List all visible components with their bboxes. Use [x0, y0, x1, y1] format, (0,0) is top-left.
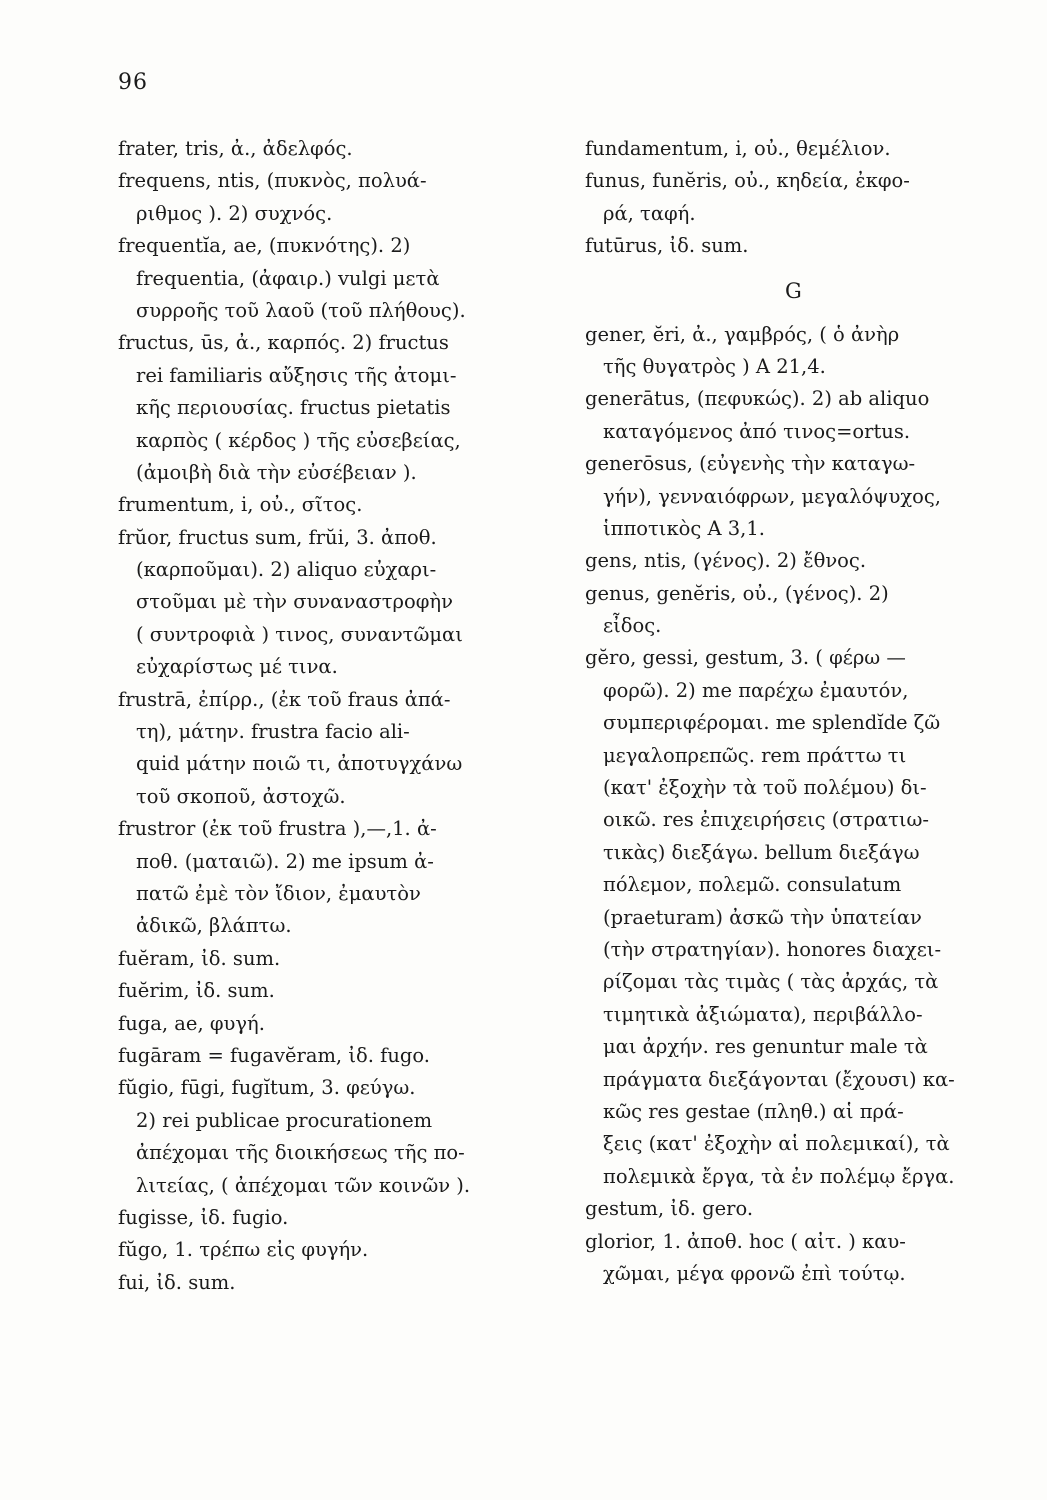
dictionary-line: πολεμικὰ ἔργα, τὰ ἐν πολέμῳ ἔργα.	[603, 1164, 955, 1188]
dictionary-line: frustror (ἐκ τοῦ frustra ),—,1. ἀ-	[118, 817, 437, 841]
dictionary-line: frequentĭa, ae, (πυκνότης). 2)	[118, 234, 411, 258]
left-column	[118, 133, 558, 1299]
dictionary-line: fugisse, ἰδ. fugio.	[118, 1205, 289, 1229]
dictionary-line: στοῦμαι μὲ τὴν συναναστροφὴν	[136, 590, 453, 614]
dictionary-line: fŭgio, fūgi, fugĭtum, 3. φεύγω.	[118, 1076, 416, 1100]
dictionary-line: χῶμαι, μέγα φρονῶ ἐπὶ τούτῳ.	[603, 1261, 906, 1285]
dictionary-line: μεγαλοπρεπῶς. rem πράττω τι	[603, 743, 907, 767]
dictionary-line: quid μάτην ποιῶ τι, ἀποτυγχάνω	[136, 752, 463, 776]
dictionary-line: λιτείας, ( ἀπέχομαι τῶν κοινῶν ).	[136, 1173, 471, 1197]
dictionary-line: τοῦ σκοποῦ, ἀστοχῶ.	[136, 784, 346, 808]
right-column	[585, 133, 1025, 1290]
dictionary-line: fui, ἰδ. sum.	[118, 1270, 236, 1294]
dictionary-line: (τὴν στρατηγίαν). honores διαχει-	[603, 937, 942, 961]
dictionary-line: fŭgo, 1. τρέπω εἰς φυγήν.	[118, 1238, 369, 1262]
dictionary-line: τικὰς) διεξάγω. bellum διεξάγω	[603, 840, 920, 864]
dictionary-line: fuĕram, ἰδ. sum.	[118, 946, 281, 970]
dictionary-line: (praeturam) ἀσκῶ τὴν ὑπατείαν	[603, 905, 922, 929]
dictionary-line: (κατ' ἐξοχὴν τὰ τοῦ πολέμου) δι-	[603, 776, 927, 800]
page-number: 96	[118, 70, 148, 95]
dictionary-line: gens, ntis, (γένος). 2) ἔθνος.	[585, 549, 867, 573]
dictionary-line: generātus, (πεφυκώς). 2) ab aliquo	[585, 387, 930, 411]
dictionary-line: frumentum, i, οὐ., σῖτος.	[118, 493, 363, 517]
dictionary-line: rei familiaris αὔξησις τῆς ἀτομι-	[136, 363, 457, 387]
section-letter-heading: G	[785, 278, 802, 303]
dictionary-line: fructus, ūs, ἀ., καρπός. 2) fructus	[118, 331, 449, 355]
dictionary-line: γήν), γενναιόφρων, μεγαλόψυχος,	[603, 484, 942, 508]
dictionary-line: ριθμος ). 2) συχνός.	[136, 201, 333, 225]
dictionary-line: (ἀμοιβὴ διὰ τὴν εὐσέβειαν ).	[136, 460, 417, 484]
dictionary-line: gĕro, gessi, gestum, 3. ( φέρω —	[585, 646, 906, 670]
dictionary-line: μαι ἀρχήν. res genuntur male τὰ	[603, 1035, 928, 1059]
dictionary-line: ἱπποτικὸς A 3,1.	[603, 516, 765, 540]
dictionary-line: ξεις (κατ' ἐξοχὴν αἱ πολεμικαί), τὰ	[603, 1132, 950, 1156]
dictionary-line: ( συντροφιὰ ) τινος, συναντῶμαι	[136, 622, 463, 646]
dictionary-line: τιμητικὰ ἀξιώματα), περιβάλλο-	[603, 1002, 923, 1026]
dictionary-line: futūrus, ἰδ. sum.	[585, 234, 749, 258]
dictionary-line: fuga, ae, φυγή.	[118, 1011, 265, 1035]
dictionary-line: κῶς res gestae (πληθ.) αἱ πρά-	[603, 1099, 904, 1123]
dictionary-line: fuĕrim, ἰδ. sum.	[118, 979, 275, 1003]
dictionary-line: ποθ. (ματαιῶ). 2) me ipsum ἀ-	[136, 849, 434, 873]
dictionary-line: πόλεμον, πολεμῶ. consulatum	[603, 873, 902, 897]
dictionary-line: ἀδικῶ, βλάπτω.	[136, 914, 292, 938]
dictionary-line: πατῶ ἐμὲ τὸν ἴδιον, ἐμαυτὸν	[136, 881, 421, 905]
dictionary-line: generōsus, (εὐγενὴς τὴν καταγω-	[585, 452, 916, 476]
dictionary-line: τη), μάτην. frustra facio ali-	[136, 720, 410, 744]
dictionary-line: καρπὸς ( κέρδος ) τῆς εὐσεβείας,	[136, 428, 461, 452]
dictionary-line: οικῶ. res ἐπιχειρήσεις (στρατιω-	[603, 808, 930, 832]
dictionary-line: τῆς θυγατρὸς ) A 21,4.	[603, 354, 826, 378]
dictionary-line: εὐχαρίστως μέ τινα.	[136, 655, 338, 679]
dictionary-line: ἀπέχομαι τῆς διοικήσεως τῆς πο-	[136, 1141, 465, 1165]
dictionary-line: fundamentum, i, οὐ., θεμέλιον.	[585, 137, 891, 160]
dictionary-line: φορῶ). 2) me παρέχω ἐμαυτόν,	[603, 678, 909, 702]
dictionary-line: ρά, ταφή.	[603, 201, 696, 225]
dictionary-line: πράγματα διεξάγονται (ἔχουσι) κα-	[603, 1067, 955, 1091]
dictionary-line: frŭor, fructus sum, frŭi, 3. ἀποθ.	[118, 525, 437, 549]
dictionary-line: fugāram = fugavĕram, ἰδ. fugo.	[118, 1043, 430, 1067]
dictionary-line: glorior, 1. ἀποθ. hoc ( αἰτ. ) καυ-	[585, 1229, 906, 1253]
dictionary-line: frustrā, ἐπίρρ., (ἐκ τοῦ fraus ἀπά-	[118, 687, 451, 711]
dictionary-line: genus, genĕris, οὐ., (γένος). 2)	[585, 581, 889, 605]
dictionary-line: (καρποῦμαι). 2) aliquo εὐχαρι-	[136, 558, 437, 582]
dictionary-line: gestum, ἰδ. gero.	[585, 1197, 754, 1221]
dictionary-line: συρροῆς τοῦ λαοῦ (τοῦ πλήθους).	[136, 298, 466, 322]
dictionary-line: συμπεριφέρομαι. me splendĭde ζῶ	[603, 711, 941, 735]
dictionary-line: εἶδος.	[603, 614, 662, 638]
dictionary-line: frater, tris, ἀ., ἀδελφός.	[118, 137, 353, 160]
dictionary-line: ρίζομαι τὰς τιμὰς ( τὰς ἀρχάς, τὰ	[603, 970, 939, 994]
dictionary-line: funus, funĕris, οὐ., κηδεία, ἐκφο-	[585, 169, 910, 193]
dictionary-line: frequentia, (ἀφαιρ.) vulgi μετὰ	[136, 266, 440, 290]
dictionary-line: frequens, ntis, (πυκνὸς, πολυά-	[118, 169, 427, 193]
dictionary-line: κῆς περιουσίας. fructus pietatis	[136, 396, 451, 420]
dictionary-line: gener, ĕri, ἀ., γαμβρός, ( ὁ ἀνὴρ	[585, 322, 900, 346]
dictionary-line: καταγόμενος ἀπό τινος=ortus.	[603, 419, 911, 443]
dictionary-line: 2) rei publicae procurationem	[136, 1108, 433, 1132]
